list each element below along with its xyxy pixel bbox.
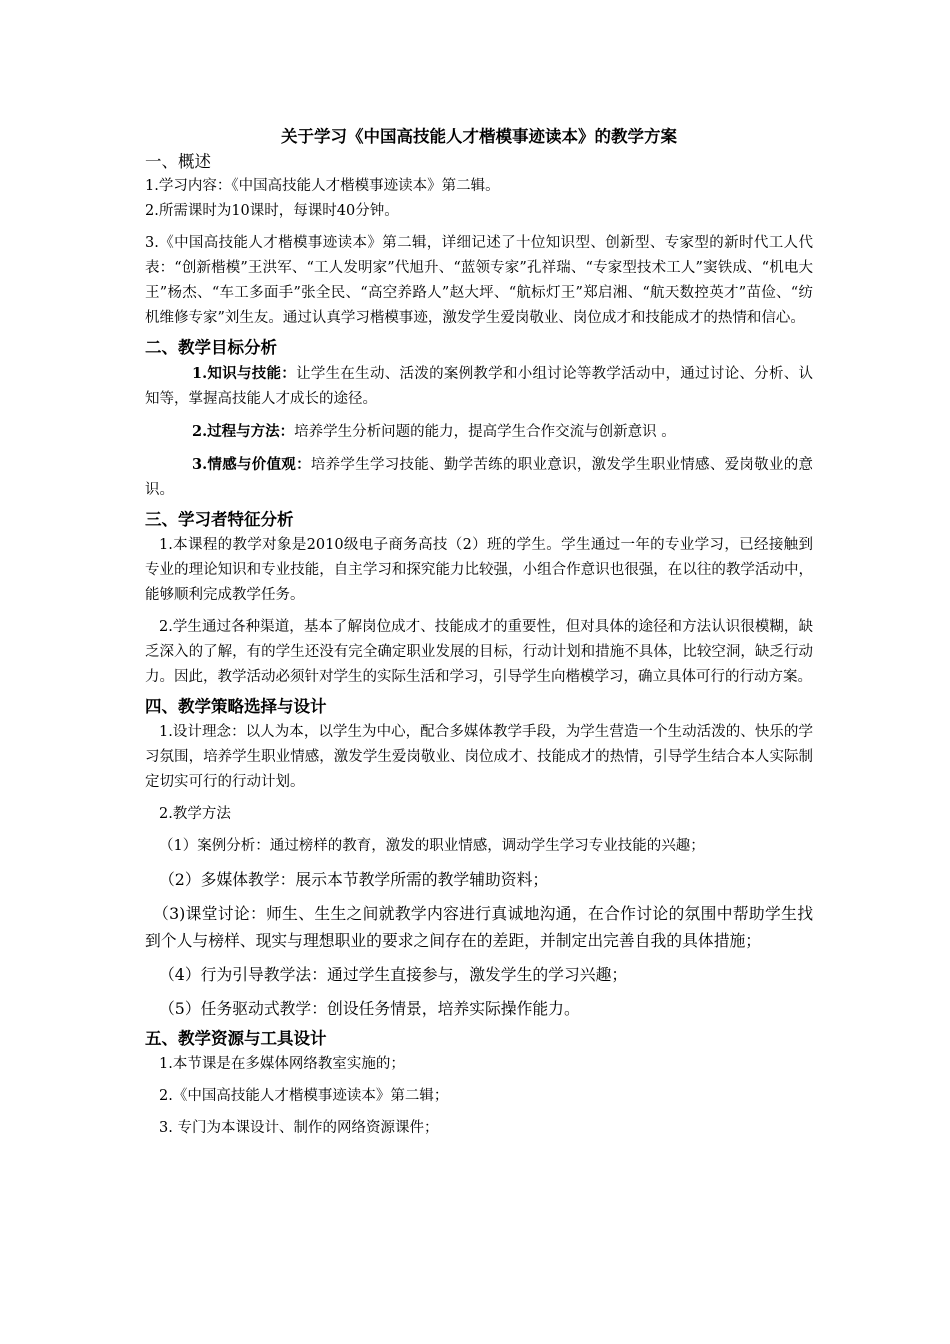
goal-item — [145, 361, 813, 412]
paragraph: 1.本课程的教学对象是2010级电子商务高技（2）班的学生。学生通过一年的专业学习，已经接触到专业的理论知识和专业技能，自主学习和探究能力比较强，小组合作意识也很强，在以往的教学活动中，能够顺利完成教学任务。 — [145, 537, 813, 603]
goal-label: 2.过程与方法： — [192, 423, 295, 440]
document-body — [145, 124, 813, 1141]
paragraph: 1.设计理念：以人为本，以学生为中心，配合多媒体教学手段，为学生营造一个生动活泼的、快乐的学习氛围，培养学生职业情感，激发学生爱岗敬业、岗位成才、技能成才的热情，引导学生结合本人实际制定切实可行的行动计划。 — [145, 724, 813, 790]
goal-item — [145, 419, 813, 445]
method-item: （1）案例分析：通过榜样的教育，激发的职业情感，调动学生学习专业技能的兴趣； — [159, 838, 705, 854]
method-item: （2）多媒体教学：展示本节教学所需的教学辅助资料； — [159, 870, 549, 889]
section-heading-strategy: 四、教学策略选择与设计 — [145, 697, 327, 716]
paragraph: 3. 专门为本课设计、制作的网络资源课件； — [159, 1120, 439, 1136]
section-heading-goals: 二、教学目标分析 — [145, 338, 277, 357]
goal-item — [145, 452, 813, 503]
document-title: 关于学习《中国高技能人才楷模事迹读本》的教学方案 — [281, 127, 677, 146]
paragraph: 2.教学方法 — [159, 806, 231, 822]
paragraph: 3.《中国高技能人才楷模事迹读本》第二辑，详细记述了十位知识型、创新型、专家型的新时代工人代表：“创新楷模”王洪军、“工人发明家”代旭升、“蓝领专家”孔祥瑞、“专家型技术工人”窦铁成、“机电大王”杨杰、“车工多面手”张全民、“高空养路人”赵大坪、“航标灯王”郑启湘、“航天数控英才”苗俭、“纺机维修专家”刘生友。通过认真学习楷模事迹，激发学生爱岗敬业、岗位成才和技能成才的热情和信心。 — [145, 235, 813, 326]
goal-label: 1.知识与技能： — [192, 365, 297, 382]
goal-text: 培养学生学习技能、勤学苦练的职业意识，激发学生职业情感、爱岗敬业的意识。 — [145, 457, 813, 498]
goal-text: 让学生在生动、活泼的案例教学和小组讨论等教学活动中，通过讨论、分析、认知等，掌握高技能人才成长的途径。 — [145, 366, 813, 407]
section-heading-resources: 五、教学资源与工具设计 — [145, 1029, 327, 1048]
goal-text: 培养学生分析问题的能力，提高学生合作交流与创新意识 。 — [294, 424, 676, 440]
section-heading-learners: 三、学习者特征分析 — [145, 510, 294, 529]
paragraph: 1.学习内容：《中国高技能人才楷模事迹读本》第二辑。 — [145, 178, 500, 194]
method-item: （5）任务驱动式教学：创设任务情景，培养实际操作能力。 — [159, 999, 580, 1018]
goal-label: 3.情感与价值观： — [192, 456, 311, 473]
method-item: （4）行为引导教学法：通过学生直接参与，激发学生的学习兴趣； — [159, 965, 628, 984]
paragraph: 1.本节课是在多媒体网络教室实施的； — [159, 1056, 405, 1072]
paragraph: 2.《中国高技能人才楷模事迹读本》第二辑； — [159, 1088, 449, 1104]
method-item: （3)课堂讨论：师生、生生之间就教学内容进行真诚地沟通，在合作讨论的氛围中帮助学生找到个人与榜样、现实与理想职业的要求之间存在的差距，并制定出完善自我的具体措施； — [145, 904, 813, 950]
paragraph: 2.学生通过各种渠道，基本了解岗位成才、技能成才的重要性，但对具体的途径和方法认识很模糊，缺乏深入的了解，有的学生还没有完全确定职业发展的目标，行动计划和措施不具体，比较空洞，缺乏行动力。因此，教学活动必须针对学生的实际生活和学习，引导学生向楷模学习，确立具体可行的行动方案。 — [145, 619, 813, 685]
section-heading-overview: 一、概述 — [145, 152, 211, 171]
paragraph: 2.所需课时为10课时，每课时40分钟。 — [145, 203, 399, 219]
